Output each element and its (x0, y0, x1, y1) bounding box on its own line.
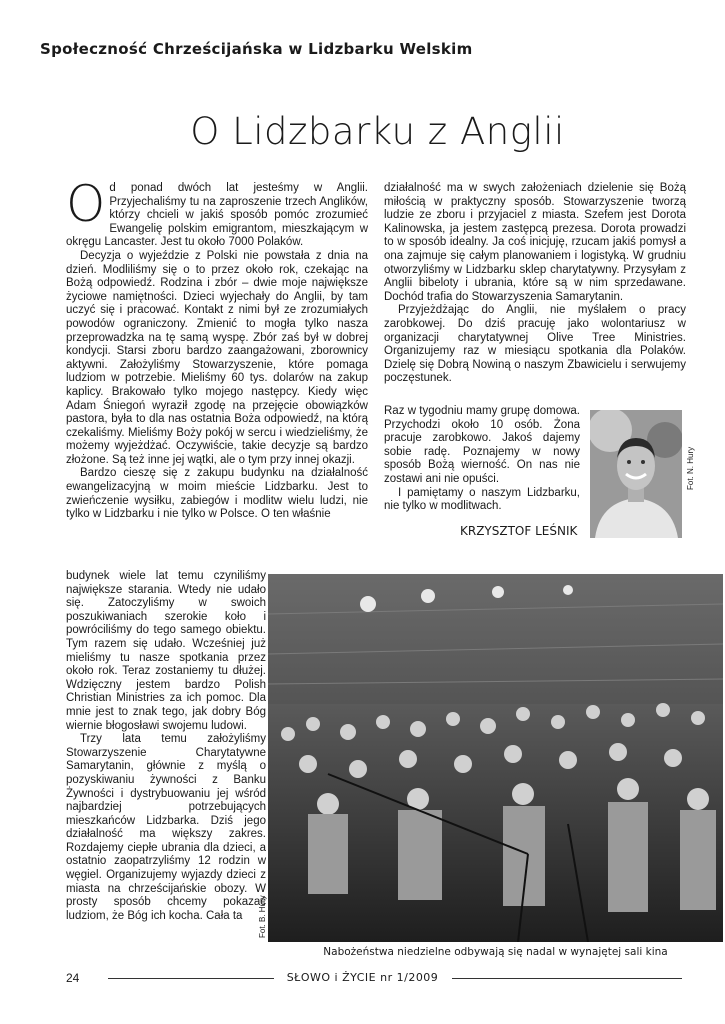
page-number: 24 (66, 971, 80, 985)
hall-photo-caption: Nabożeństwa niedzielne odbywają się nadal w wynajętej sali kina (323, 946, 668, 958)
footer-rule-right (452, 978, 682, 979)
article-column-2 (384, 182, 686, 386)
paragraph-3: Bardzo cieszę się z zakupu budynku na działalność ewangelizacyjną w moim mieście Lidzbarku. Jest to zwieńczenie wysiłku, zabiegów i modlitw wielu ludzi, nie tylko w Lidzbarku i nie tylko w Polsce. O ten właśnie (66, 467, 368, 521)
hall-photo-credit: Fot. B. Hury (258, 895, 267, 938)
church-hall-photo (268, 574, 723, 942)
paragraph-1: Od ponad dwóch lat jesteśmy w Anglii. Przyjechaliśmy tu na zaproszenie trzech Anglików, którzy chcieli w jakiś sposób pomóc zrozumieć Ewangelię polskim emigrantom, mieszkającym w okręgu Lancaster. Jest tu około 7000 Polaków. (66, 175, 368, 249)
portrait-photo-credit: Fot. N. Hury (686, 446, 695, 490)
paragraph-6: działalność ma w swych założeniach dzielenie się Bożą miłością w praktyczny sposób. Stowarzyszenie tworzą ludzie ze zboru i przyjaciel z miasta. Szefem jest Dorota Kalinowska, ja jestem zastępcą prezesa. Dorota prowadzi to w sposób idealny. Ja coś inicjuję, rzucam jakiś pomysł a ona zajmuje się całym planowaniem i logistyką. W grudniu otworzyliśmy w Lidzbarku sklep charytatywny. Przysyłam z Anglii bibeloty i ubrania, które są w nim sprzedawane. Dochód trafia do Stowarzyszenia Samarytanin. (384, 182, 686, 303)
article-column-1-narrow (66, 570, 266, 923)
article-column-1 (66, 175, 368, 522)
author-signature: KRZYSZTOF LEŚNIK (460, 524, 578, 538)
article-title: O Lidzbarku z Anglii (190, 110, 565, 153)
paragraph-9: I pamiętamy o naszym Lidzbarku, nie tylko w modlitwach. (384, 486, 580, 513)
author-portrait-photo (590, 410, 682, 538)
section-header: Społeczność Chrześcijańska w Lidzbarku Welskim (40, 40, 473, 58)
magazine-footer: SŁOWO i ŻYCIE nr 1/2009 (286, 971, 439, 984)
paragraph-5: Trzy lata temu założyliśmy Stowarzyszenie Charytatywne Samarytanin, głównie z myślą o pozyskiwaniu żywności z Banku Żywności i dystrybuowaniu jej wśród najbardziej potrzebujących mieszkańców Lidzbarka. Dziś jego działalność ma większy zakres. Rozdajemy ciepłe ubrania dla dzieci, a ostatnio zaopatrzyliśmy 12 rodzin w węgiel. Organizujemy wyjazdy dzieci z miasta na chrześcijańskie obozy. W prosty sposób chcemy pokazać ludziom, że Bóg ich kocha. Cała ta (66, 733, 266, 922)
drop-cap: O (66, 175, 106, 233)
paragraph-2: Decyzja o wyjeździe z Polski nie powstała z dnia na dzień. Modliliśmy się o to przez około rok, czekając na Bożą odpowiedź. Rodzina i zbór – dwie moje największe życiowe namiętności. Dzieci wyjechały do Anglii, by tam uczyć się i pracować. Kontakt z nimi był ze zrozumiałych powodów ograniczony. Zmienić to mogła tylko nasza przeprowadzka na tę samą wyspę. Zbór zaś był w dobrej kondycji. Starsi zboru bardzo zaangażowani, zborownicy aktywni. Założyliśmy Stowarzyszenie, które pomaga ludziom w potrzebie. Mieliśmy 60 tys. dolarów na zakup kaplicy. Brakowało tylko mojego następcy. Kiedy więc Adam Śniegoń wyraził zgodę na przejęcie obowiązków pastora, była to dla nas ostatnia Boża odpowiedź, na którą czekaliśmy. Mieliśmy Boży pokój w sercu i wiedzieliśmy, że możemy wyjeżdżać. Oczywiście, takie decyzje są bardzo złożone. Są też inne jej wątki, ale o tym przy innej okazji. (66, 249, 368, 466)
paragraph-4: budynek wiele lat temu czyniliśmy największe starania. Wtedy nie udało się. Zatoczyliśmy w swoich poszukiwaniach szerokie koło i powróciliśmy do tego samego obiektu. Tym razem się udało. Wcześniej już mieliśmy tu nasze spotkania przez około rok. Teraz zostaniemy tu dłużej. Wdzięczny jestem bardzo Polish Christian Ministries za ich pomoc. Dla mnie jest to znak tego, jak dobry Bóg wiernie błogosławi swojemu ludowi. (66, 570, 266, 732)
paragraph-8: Raz w tygodniu mamy grupę domowa. Przychodzi około 10 osób. Żona pracuje zarobkowo. Jakoś dajemy sobie radę. Poznajemy w nowy sposób Bożą wierność. On nas nie zostawi ani nie opuści. (384, 405, 580, 485)
paragraph-7: Przyjeżdżając do Anglii, nie myślałem o pracy zarobkowej. Do dziś pracuję jako wolontariusz w organizacji charytatywnej Olive Tree Ministries. Organizujemy raz w miesiącu spotkania dla Polaków. Dzielę się Dobrą Nowiną o naszym Zbawicielu i serwujemy poczęstunek. (384, 304, 686, 385)
article-column-2-narrow (384, 405, 580, 514)
